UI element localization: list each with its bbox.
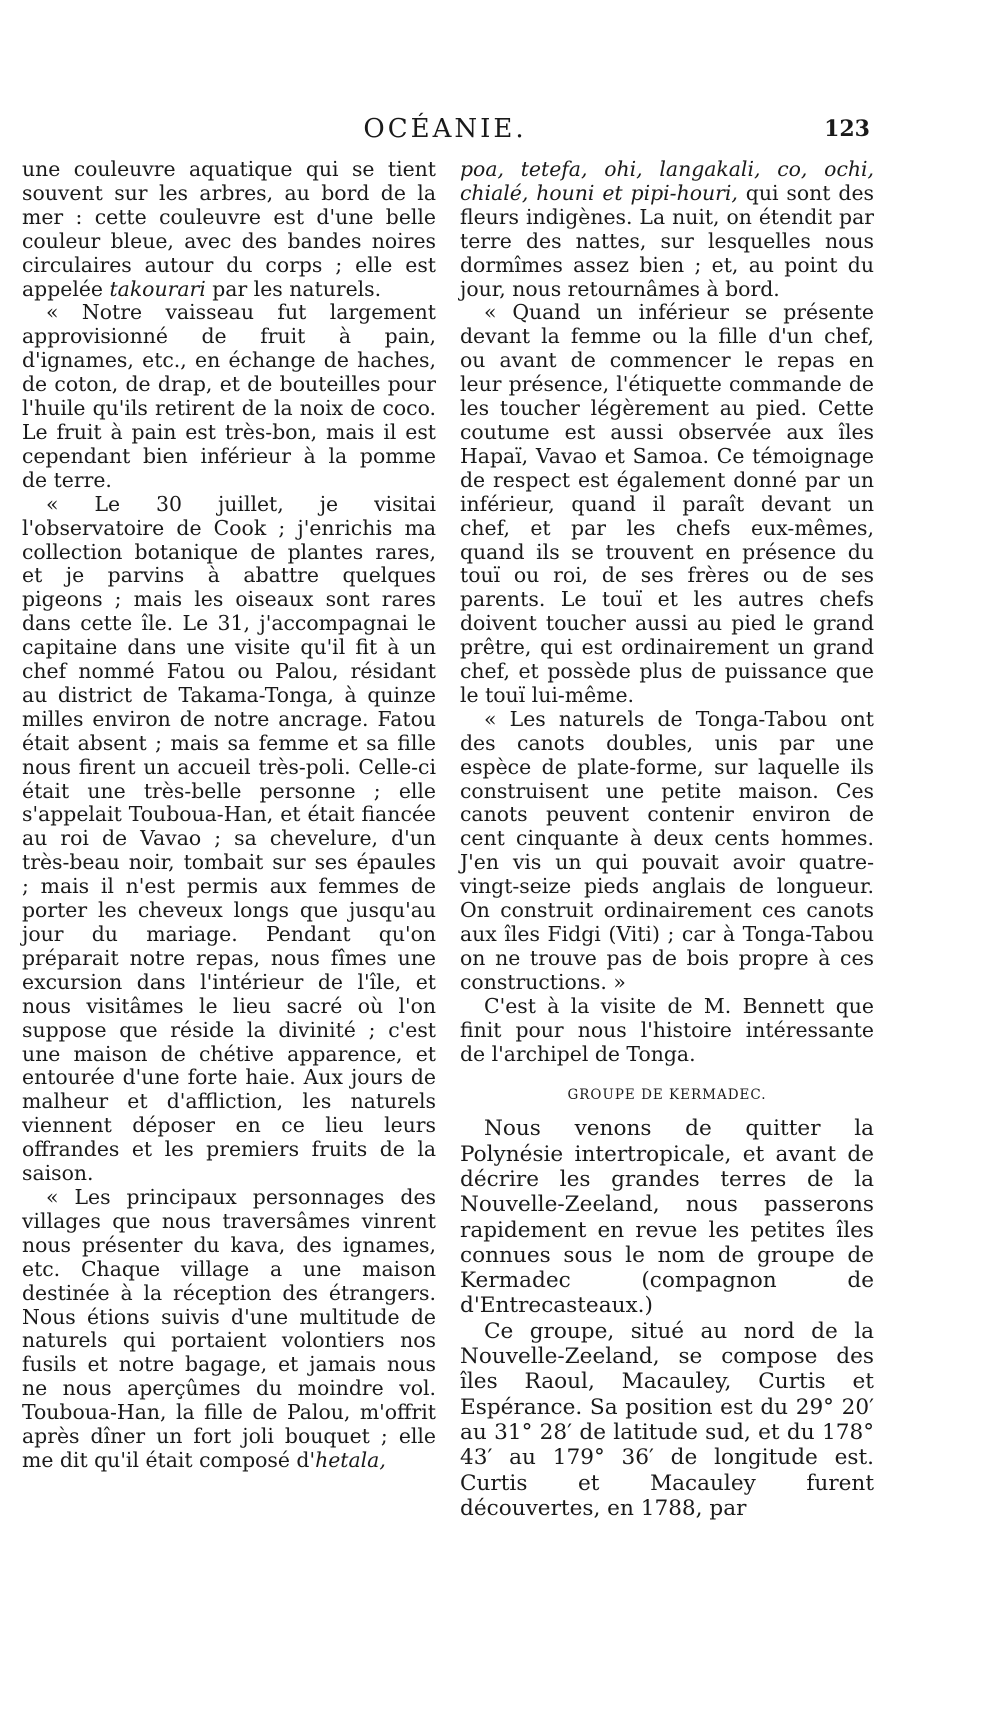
paragraph: « Le 30 juillet, je visitai l'observatoire de Cook ; j'enrichis ma collection botanique de plantes rares, et je parvins à abattre quelques pigeons ; mais les oiseaux sont rares dans cette île. Le 31, j'accompagnai le capitaine dans une visite qu'il fit à un chef nommé Fatou ou Palou, résidant au district de Takama-Tonga, à quinze milles environ de notre ancrage. Fatou était absent ; mais sa femme et sa fille nous firent un accueil très-poli. Celle-ci était une très-belle personne ; elle s'appelait Touboua-Han, et était fiancée au roi de Vavao ; sa chevelure, d'un très-beau noir, tombait sur ses épaules ; mais il n'est permis aux femmes de porter les cheveux longs que jusqu'au jour du mariage. Pendant qu'on préparait notre repas, nous fîmes une excursion dans l'intérieur de l'île, et nous visitâmes le lieu sacré où l'on suppose que réside la divinité ; c'est une maison de chétive apparence, et entourée d'une forte haie. Aux jours de malheur et d'affliction, les naturels viennent déposer en ce lieu leurs offrandes et les premiers fruits de la saison. [22,491,436,1186]
paragraph [22,1186,436,1473]
italic-term: poa, tetefa, ohi, langakali, co, ochi, chialé, houni et pipi-houri, [460,157,874,205]
left-column [22,158,436,1473]
right-column [460,158,874,1521]
text-run: qui sont des fleurs indigènes. La nuit, on étendit par terre des nattes, sur lesquelles nous dormîmes assez bien ; et, au point du jour, nous retournâmes à bord. [460,180,874,301]
running-title: OCÉANIE. [363,114,527,144]
italic-term: takourari [109,276,206,301]
paragraph: Nous venons de quitter la Polynésie intertropicale, et avant de décrire les grandes terres de la Nouvelle-Zeeland, nous passerons rapidement en revue les petites îles connues sous le nom de groupe de Kermadec (compagnon de d'Entrecasteaux.) [460,1116,874,1319]
page-number: 123 [824,116,870,142]
text-run: « Les principaux personnages des villages que nous traversâmes vinrent nous présenter du kava, des ignames, etc. Chaque village a une maison destinée à la réception des étrangers. Nous étions suivis d'une multitude de naturels qui portaient volontiers nos fusils et notre bagage, et jamais nous ne nous aperçûmes du moindre vol. Touboua-Han, la fille de Palou, m'offrit après dîner un fort joli bouquet ; elle me dit qu'il était composé d' [22,1184,436,1472]
section-heading: GROUPE DE KERMADEC. [567,1087,767,1104]
paragraph [22,158,436,301]
page-header [20,112,870,146]
paragraph: Ce groupe, situé au nord de la Nouvelle-Zeeland, se compose des îles Raoul, Macauley, Curtis et Espérance. Sa position est du 29° 20′ au 31° 28′ de latitude sud, et du 178° 43′ au 179° 36′ de longitude est. Curtis et Macauley furent découvertes, en 1788, par [460,1318,874,1521]
paragraph: « Quand un inférieur se présente devant la femme ou la fille d'un chef, ou avant de commencer le repas en leur présence, l'étiquette commande de les toucher légèrement au pied. Cette coutume est aussi observée aux îles Hapaï, Vavao et Samoa. Ce témoignage de respect est également donné par un inférieur, quand il paraît devant un chef, et par les chefs eux-mêmes, quand ils se trouvent en présence du touï ou roi, de ses frères ou de ses parents. Le touï et les autres chefs doivent toucher aussi au pied le grand prêtre, qui est ordinairement un grand chef, et possède plus de puissance que le touï lui-même. [460,300,874,707]
italic-term: hetala, [315,1447,386,1472]
paragraph: C'est à la visite de M. Bennett que finit pour nous l'histoire intéressante de l'archipel de Tonga. [460,993,874,1066]
paragraph: « Notre vaisseau fut largement approvisionné de fruit à pain, d'ignames, etc., en échange de haches, de coton, de drap, et de bouteilles pour l'huile qu'ils retirent de la noix de coco. Le fruit à pain est très-bon, mais il est cependant bien inférieur à la pomme de terre. [22,300,436,492]
paragraph: « Les naturels de Tonga-Tabou ont des canots doubles, unis par une espèce de plate-forme, sur laquelle ils construisent une petite maison. Ces canots peuvent contenir environ de cent cinquante à deux cents hommes. J'en vis un qui pouvait avoir quatre-vingt-seize pieds anglais de longueur. On construit ordinairement ces canots aux îles Fidgi (Viti) ; car à Tonga-Tabou on ne trouve pas de bois propre à ces constructions. » [460,706,874,994]
text-run: une couleuvre aquatique qui se tient souvent sur les arbres, au bord de la mer : cette couleuvre est d'une belle couleur bleue, avec des bandes noires circulaires autour du corps ; elle est appelée [22,157,436,301]
paragraph [460,158,874,301]
text-run: par les naturels. [205,276,382,301]
